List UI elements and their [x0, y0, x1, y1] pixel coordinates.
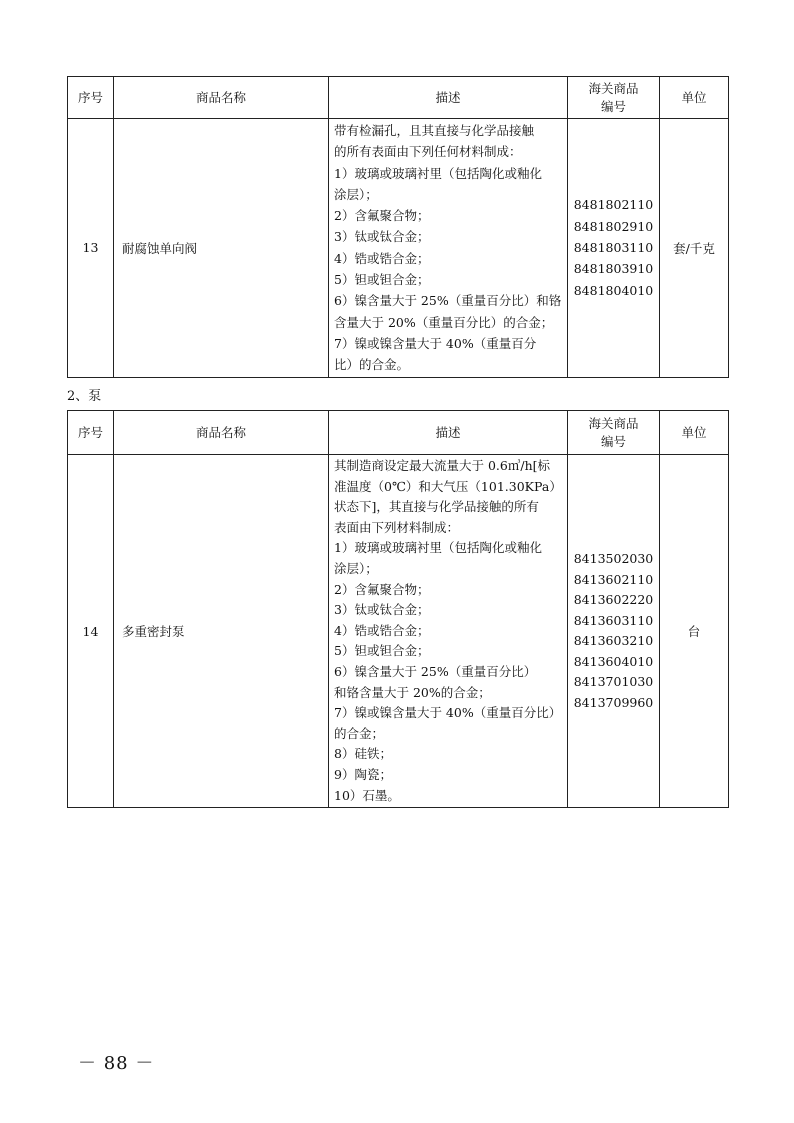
pump-table [67, 410, 729, 808]
hs-code: 8413603110 [573, 612, 654, 628]
hs-code: 8413709960 [573, 694, 654, 710]
hs-code: 8481803910 [573, 261, 654, 277]
desc-line: 7）镍或镍含量大于 40%（重量百分比） [334, 705, 562, 721]
desc-line: 3）钛或钛合金； [334, 602, 430, 618]
desc-line: 1）玻璃或玻璃衬里（包括陶化或釉化 [334, 165, 542, 181]
desc-line: 涂层）； [334, 186, 378, 202]
desc-line: 2）含氟聚合物； [334, 208, 430, 224]
table-header-row [68, 77, 729, 119]
desc-line: 的所有表面由下列任何材料制成： [334, 144, 522, 160]
header-desc: 描述 [329, 411, 568, 455]
desc-line: 5）钽或钽合金； [334, 643, 430, 659]
row-no: 14 [68, 455, 114, 808]
row-desc [329, 455, 568, 808]
header-desc: 描述 [329, 77, 568, 119]
header-unit: 单位 [660, 77, 729, 119]
hs-code: 8413602220 [573, 592, 654, 608]
desc-line: 7）镍或镍含量大于 40%（重量百分 [334, 335, 537, 351]
desc-line: 1）玻璃或玻璃衬里（包括陶化或釉化 [334, 540, 542, 556]
hs-code: 8413502030 [573, 551, 654, 567]
desc-line: 含量大于 20%（重量百分比）的合金； [334, 314, 554, 330]
header-code [568, 77, 660, 119]
row-codes [568, 455, 660, 808]
row-desc [329, 119, 568, 378]
header-name: 商品名称 [114, 77, 329, 119]
row-name: 多重密封泵 [114, 455, 329, 808]
section-heading: 2、泵 [67, 389, 102, 404]
desc-line: 5）钽或钽合金； [334, 272, 430, 288]
desc-line: 表面由下列材料制成： [334, 519, 460, 535]
desc-line: 准温度（0℃）和大气压（101.30KPa） [334, 478, 562, 494]
header-code-line1: 海关商品 [588, 80, 639, 96]
desc-line: 6）镍含量大于 25%（重量百分比）和铬 [334, 293, 562, 309]
valve-table [67, 76, 729, 378]
table-row [68, 455, 729, 808]
header-code-line2: 编号 [600, 98, 626, 114]
header-code-line1: 海关商品 [588, 415, 639, 431]
hs-code: 8481802110 [573, 197, 654, 213]
desc-line: 6）镍含量大于 25%（重量百分比） [334, 663, 537, 679]
hs-code: 8413602110 [573, 571, 654, 587]
row-name: 耐腐蚀单向阀 [114, 119, 329, 378]
hs-code: 8481803110 [573, 240, 654, 256]
desc-line: 9）陶瓷； [334, 766, 392, 782]
row-no: 13 [68, 119, 114, 378]
header-no: 序号 [68, 411, 114, 455]
header-code [568, 411, 660, 455]
header-code-line2: 编号 [600, 433, 626, 449]
hs-code: 8413701030 [573, 674, 654, 690]
row-codes [568, 119, 660, 378]
desc-line: 4）锆或锆合金； [334, 250, 430, 266]
desc-line: 涂层）； [334, 560, 378, 576]
hs-code: 8481802910 [573, 218, 654, 234]
hs-code: 8413603210 [573, 633, 654, 649]
page-number: － 88 － [78, 1053, 155, 1074]
desc-line: 的合金； [334, 725, 385, 741]
desc-line: 带有检漏孔，且其直接与化学品接触 [334, 123, 535, 138]
desc-line: 3）钛或钛合金； [334, 229, 430, 245]
header-no: 序号 [68, 77, 114, 119]
hs-code: 8413604010 [573, 653, 654, 669]
desc-line: 2）含氟聚合物； [334, 581, 430, 597]
header-name: 商品名称 [114, 411, 329, 455]
desc-line: 状态下]，其直接与化学品接触的所有 [334, 499, 539, 515]
table-row [68, 119, 729, 378]
desc-line: 和铬含量大于 20%的合金； [334, 684, 491, 700]
desc-line: 4）锆或锆合金； [334, 622, 430, 638]
desc-line: 8）硅铁； [334, 746, 392, 762]
hs-code: 8481804010 [573, 282, 654, 298]
row-unit: 套/千克 [660, 119, 729, 378]
row-unit: 台 [660, 455, 729, 808]
desc-line: 10）石墨。 [334, 787, 400, 803]
header-unit: 单位 [660, 411, 729, 455]
desc-line: 其制造商设定最大流量大于 0.6㎥/h[标 [334, 458, 550, 473]
desc-line: 比）的合金。 [334, 357, 410, 373]
table-header-row [68, 411, 729, 455]
